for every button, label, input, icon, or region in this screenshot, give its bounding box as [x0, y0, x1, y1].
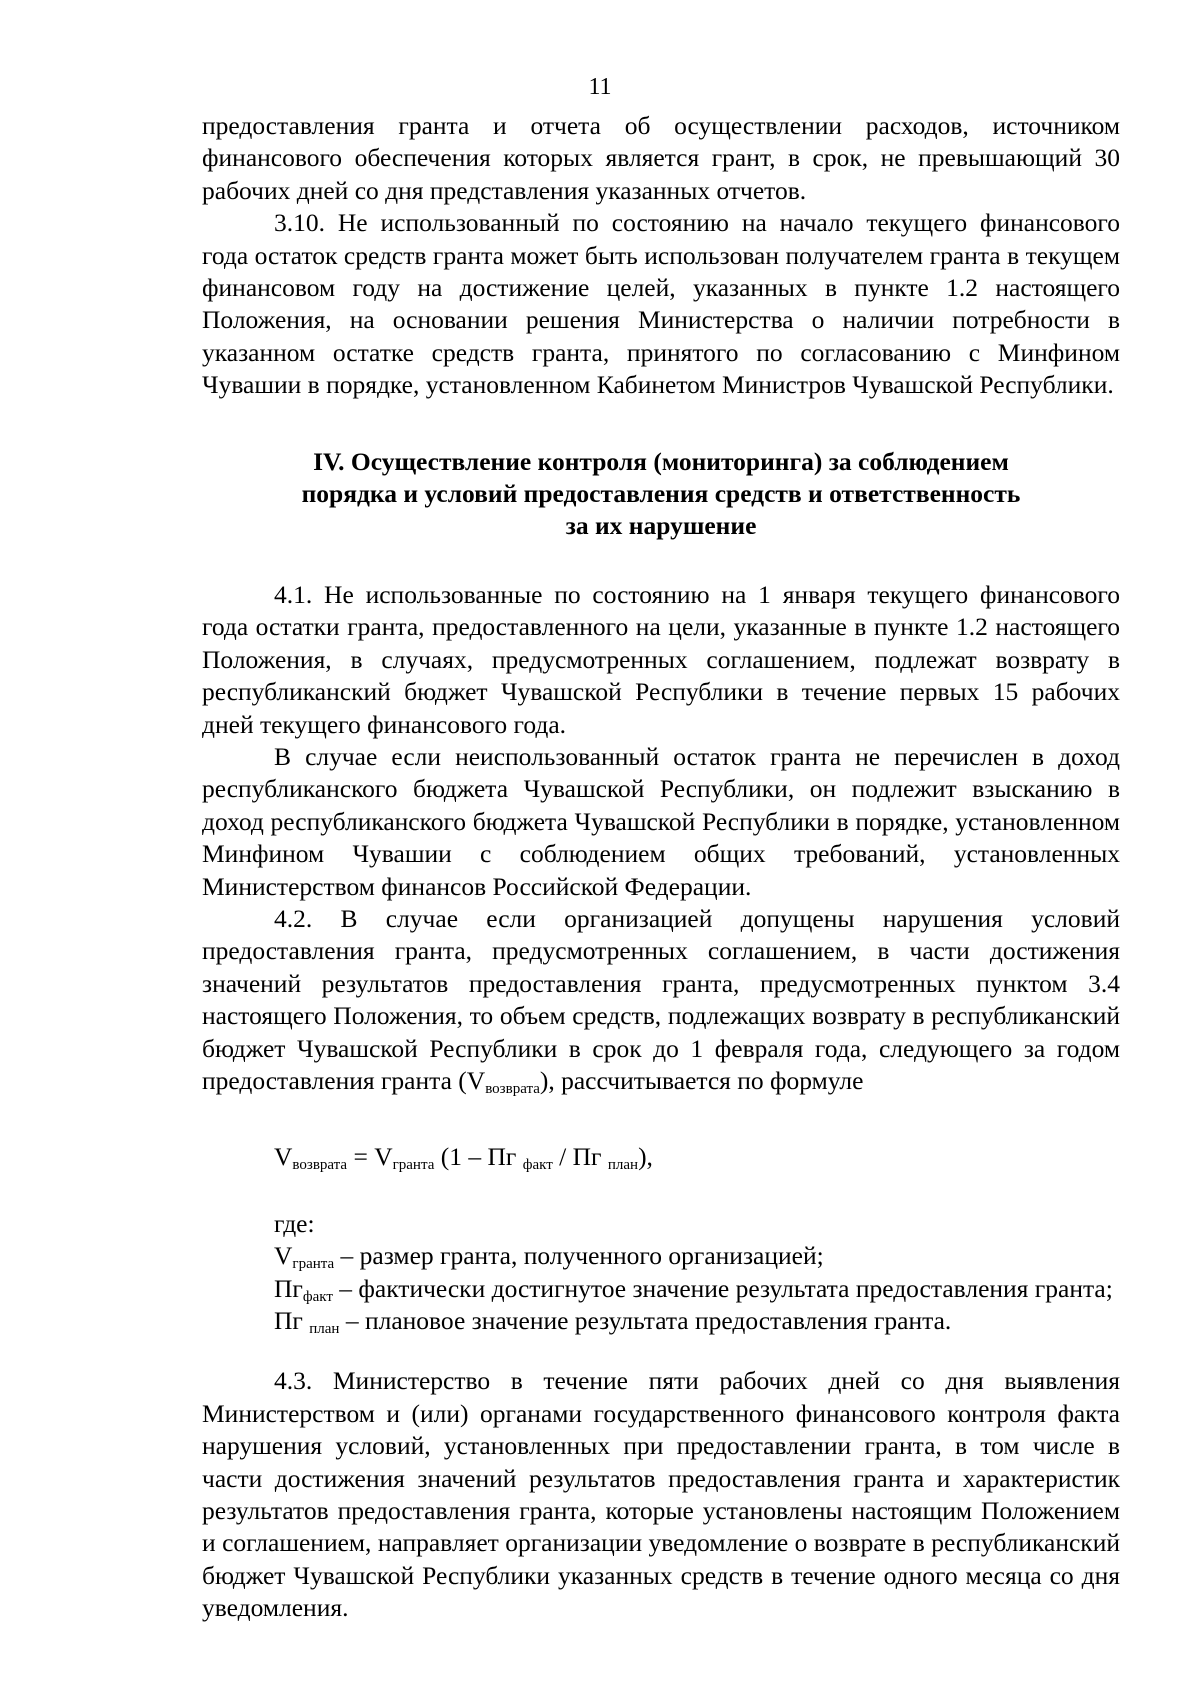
formula-eq: = V: [347, 1142, 393, 1172]
definition-1-sub: гранта: [292, 1256, 335, 1273]
formula-plan-sub: план: [607, 1157, 639, 1174]
formula: [202, 1141, 1120, 1173]
formula-slash: / Пг: [552, 1142, 608, 1172]
paragraph-4-2-tail: ), рассчитывается по формуле: [539, 1065, 864, 1095]
definition-2-symbol: Пг: [274, 1273, 303, 1303]
paragraph-4-1: 4.1. Не использованные по состоянию на 1 января текущего финансового года остатки гранта, предоставленного на цели, указанные в пункте 1.2 настоящего Положения, в случаях, предусмотренных соглашением, подлежат возврату в республиканский бюджет Чувашской Республики в течение первых 15 рабочих дней текущего финансового года.: [202, 579, 1120, 739]
definition-pg-fakt: [202, 1273, 1120, 1305]
definition-3-symbol: Пг: [274, 1306, 310, 1335]
formula-v-sub: возврата: [292, 1157, 348, 1174]
paragraph-4-1-b: В случае если неиспользованный остаток гранта не перечислен в доход республиканского бюджета Чувашской Республики, он подлежит взысканию в доход республиканского бюджета Чувашской Республики в порядке, установленном Минфином Чувашии с соблюдением общих требований, установленных Министерством финансов Российской Федерации.: [202, 741, 1120, 901]
paragraph-continuation: предоставления гранта и отчета об осуществлении расходов, источником финансового обеспечения которых является грант, в срок, не превышающий 30 рабочих дней со дня представления указанных отчетов.: [202, 111, 1120, 205]
formula-end: ),: [638, 1142, 653, 1172]
formula-v: V: [274, 1142, 293, 1172]
heading-line-1: IV. Осуществление контроля (мониторинга) за соблюдением: [313, 446, 1009, 476]
definition-3-text: – плановое значение результата предоставления гранта.: [339, 1306, 952, 1335]
definition-2-sub: факт: [302, 1288, 333, 1305]
paragraph-4-3: 4.3. Министерство в течение пяти рабочих дней со дня выявления Министерством и (или) органами государственного финансового контроля факта нарушения условий, установленных при предоставлении гранта, в том числе в части достижения значений результатов предоставления гранта и характеристик результатов предоставления гранта, которые установлены настоящим Положением и соглашением, направляет организации уведомление о возврате в республиканский бюджет Чувашской Республики указанных средств в течение одного месяца со дня уведомления.: [202, 1366, 1120, 1623]
paragraph-4-2: [202, 903, 1120, 1097]
definition-1-symbol: V: [274, 1241, 293, 1271]
page-number: 11: [588, 74, 612, 100]
paragraph-3-10: 3.10. Не использованный по состоянию на начало текущего финансового года остаток средств гранта может быть использован получателем гранта в текущем финансовом году на достижение целей, указанных в пункте 1.2 настоящего Положения, на основании решения Министерства о наличии потребности в указанном остатке средств гранта, принятого по согласованию с Минфином Чувашии в порядке, установленном Кабинетом Министров Чувашской Республики.: [202, 208, 1120, 400]
heading-line-2: порядка и условий предоставления средств и ответственность: [301, 479, 1021, 509]
definition-1-text: – размер гранта, полученного организацией;: [334, 1241, 824, 1271]
definition-3-sub: план: [309, 1321, 340, 1337]
formula-fact-sub: факт: [522, 1157, 553, 1174]
definition-2-text: – фактически достигнутое значение результата предоставления гранта;: [332, 1273, 1113, 1303]
section-heading: [202, 446, 1120, 543]
paragraph-4-2-subscript: возврата: [485, 1080, 540, 1097]
definition-v-granta: [202, 1240, 1120, 1272]
document-body: [202, 110, 1120, 1625]
formula-vg-sub: гранта: [392, 1157, 435, 1174]
paragraph-4-2-text: 4.2. В случае если организацией допущены нарушения условий предоставления гранта, предусмотренных соглашением, в части достижения значений результатов предоставления гранта, предусмотренных пунктом 3.4 настоящего Положения, то объем средств, подлежащих возврату в республиканский бюджет Чувашской Республики в срок до 1 февраля года, следующего за годом предоставления гранта (V: [202, 903, 1120, 1095]
formula-mid: (1 – Пг: [434, 1142, 523, 1172]
heading-line-3: за их нарушение: [565, 511, 757, 541]
definitions-where: где:: [274, 1208, 315, 1238]
definition-pg-plan: [202, 1305, 1120, 1337]
